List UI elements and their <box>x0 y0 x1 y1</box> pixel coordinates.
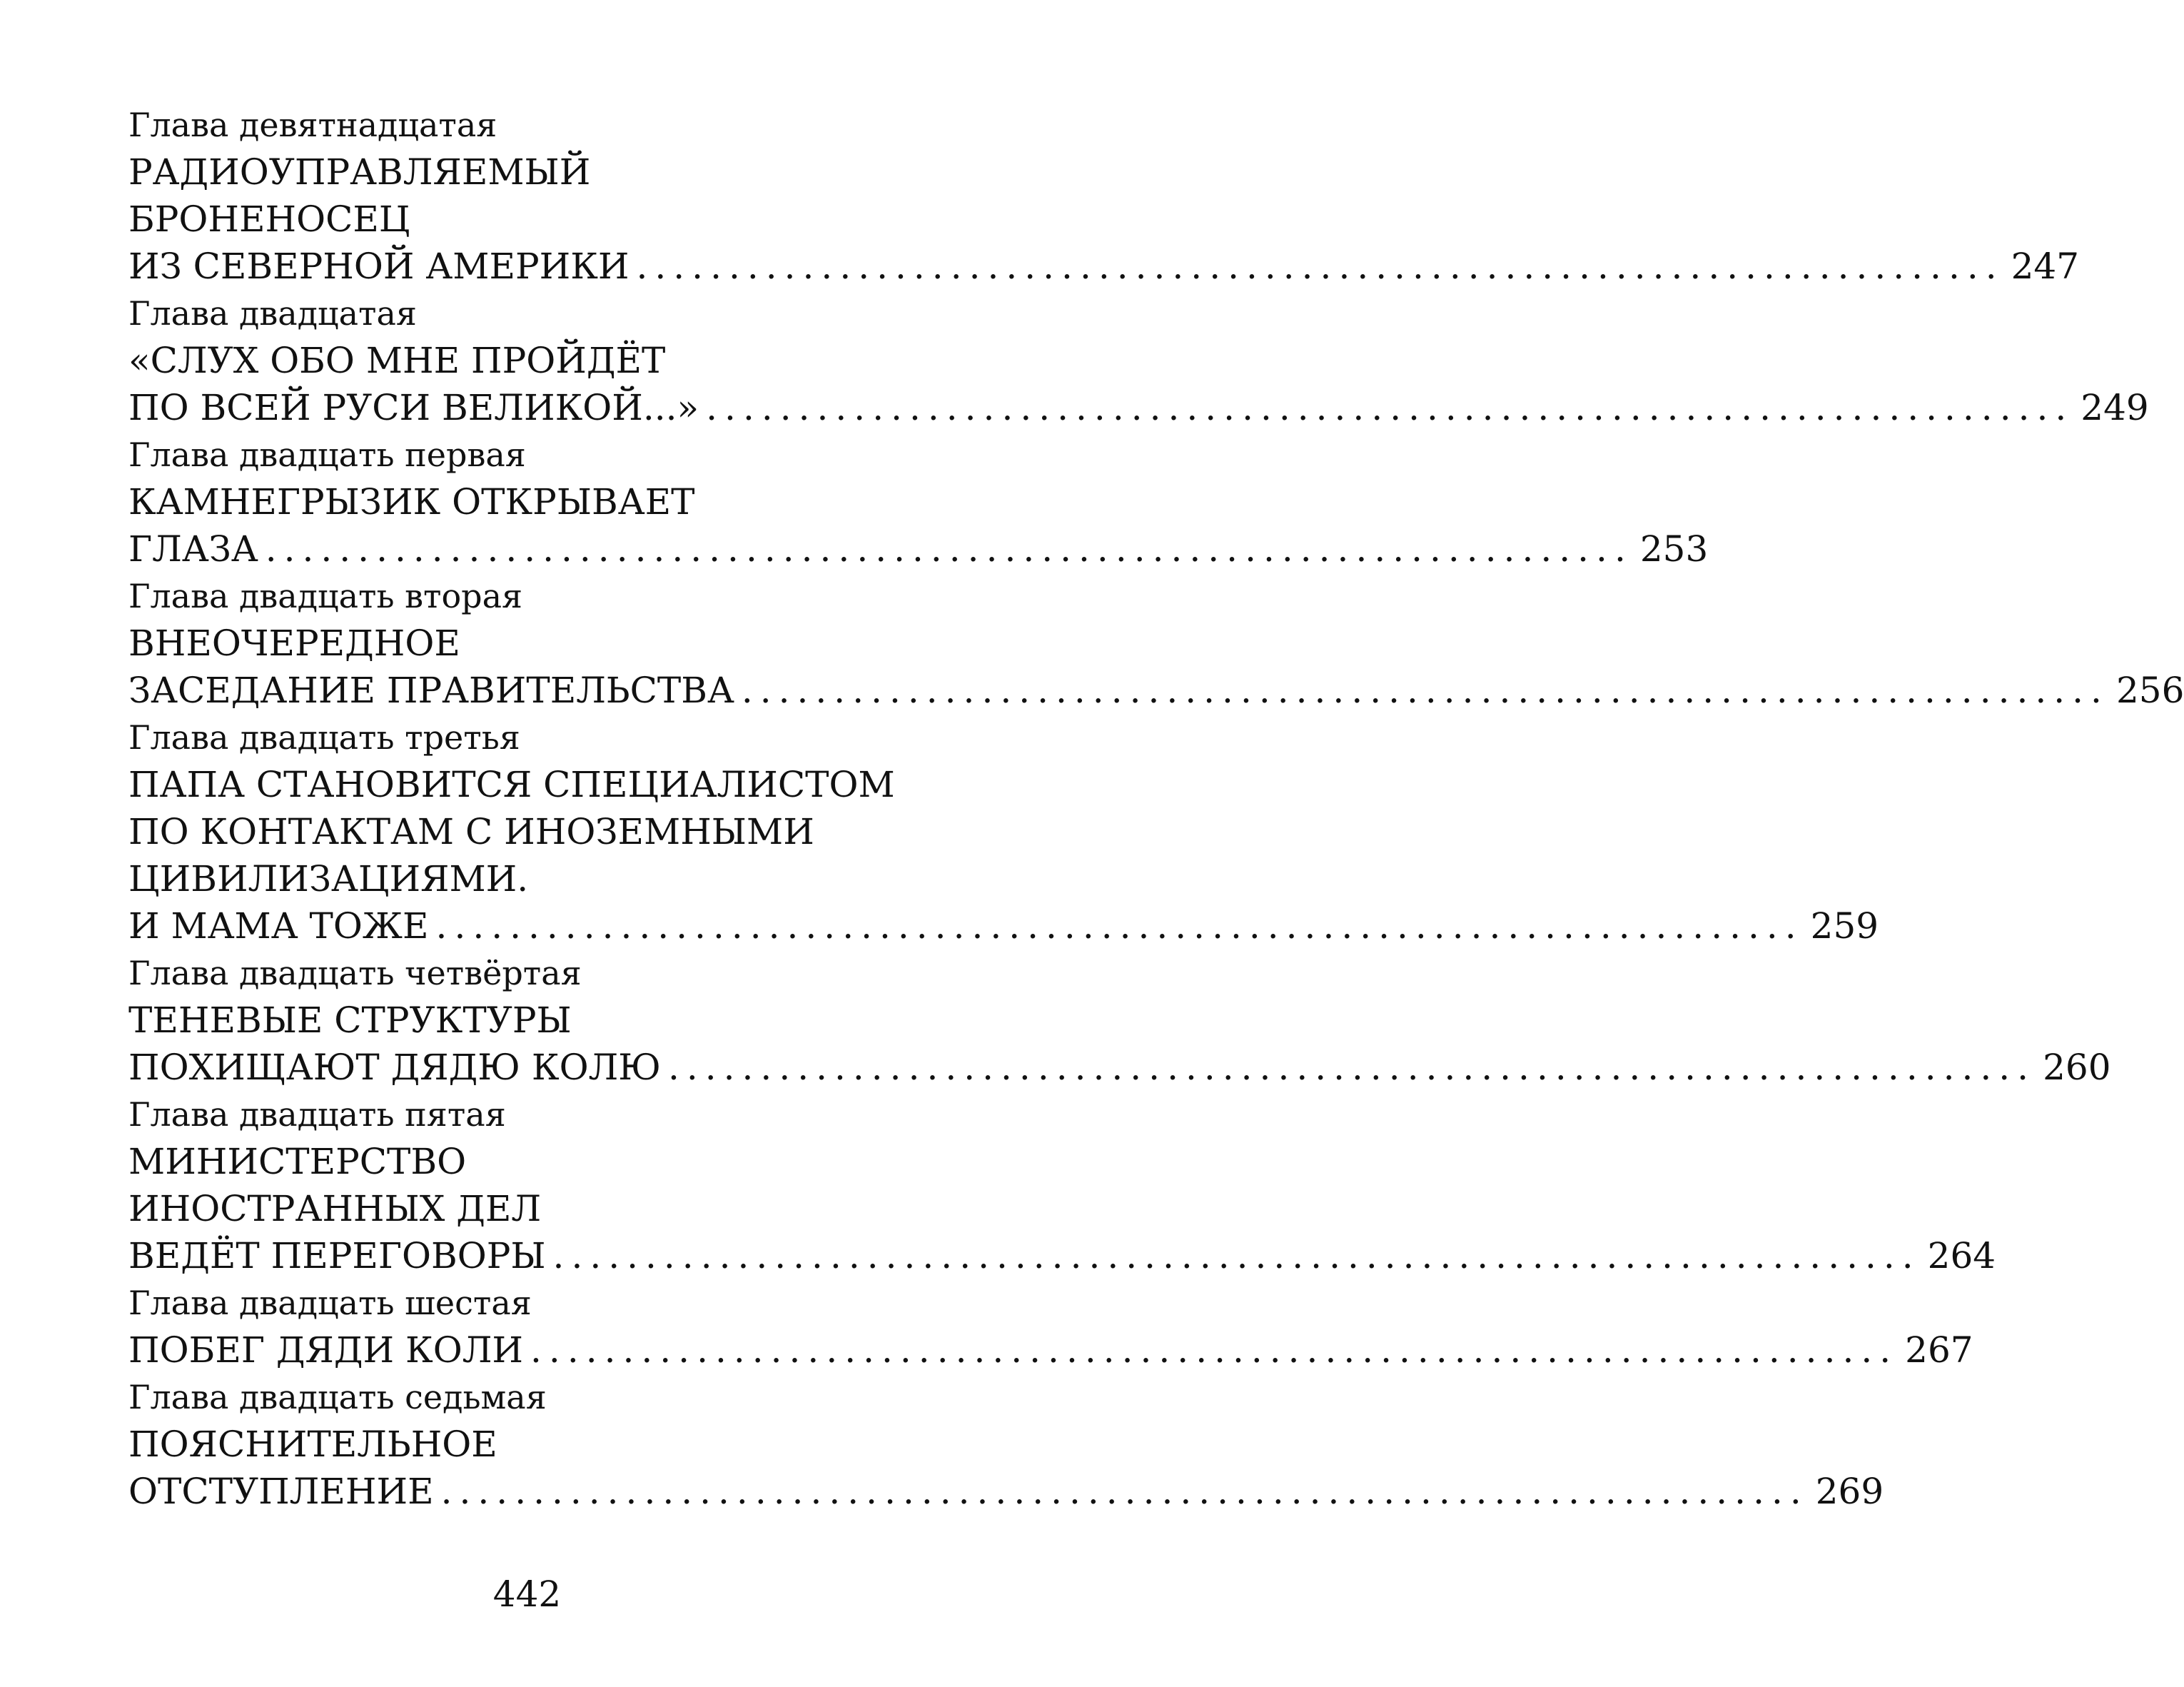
chapter-label: Глава двадцать седьмая <box>128 1378 547 1416</box>
toc-entry <box>128 1374 1884 1515</box>
toc-entry <box>128 290 2149 431</box>
chapter-label: Глава двадцать четвёртая <box>128 954 582 992</box>
chapter-title-line: ВЕДЁТ ПЕРЕГОВОРЫ <box>128 1235 546 1276</box>
chapter-title-line: ПОЯСНИТЕЛЬНОЕ <box>128 1424 497 1465</box>
chapter-title-line: ГЛАЗА <box>128 528 258 570</box>
chapter-title-line: МИНИСТЕРСТВО <box>128 1141 467 1182</box>
chapter-title-line: ПО КОНТАКТАМ С ИНОЗЕМНЫМИ <box>128 811 814 852</box>
chapter-title-line: ПОХИЩАЮТ ДЯДЮ КОЛЮ <box>128 1047 661 1088</box>
dot-leader: .......................................................................... <box>440 1471 1809 1512</box>
chapter-title-line: ПО ВСЕЙ РУСИ ВЕЛИКОЙ...» <box>128 387 699 428</box>
chapter-title-line: ИЗ СЕВЕРНОЙ АМЕРИКИ <box>128 246 630 287</box>
chapter-title-line: ТЕНЕВЫЕ СТРУКТУРЫ <box>128 999 572 1041</box>
chapter-title-line: ПАПА СТАНОВИТСЯ СПЕЦИАЛИСТОМ <box>128 764 895 805</box>
chapter-title-line: ЦИВИЛИЗАЦИЯМИ. <box>128 858 529 900</box>
toc-entry <box>128 431 1709 573</box>
chapter-title-line: КАМНЕГРЫЗИК ОТКРЫВАЕТ <box>128 481 695 523</box>
chapter-title-line: ОТСТУПЛЕНИЕ <box>128 1471 434 1512</box>
toc-entry <box>128 101 2080 290</box>
chapter-title-final-line <box>128 902 1879 950</box>
chapter-title-line: ВНЕОЧЕРЕДНОЕ <box>128 623 460 664</box>
chapter-title-final-line <box>128 384 2149 431</box>
toc-entry <box>128 1091 1996 1279</box>
toc-page-number: 269 <box>1815 1471 1884 1512</box>
toc-page-number: 260 <box>2043 1047 2111 1088</box>
chapter-label: Глава девятнадцатая <box>128 106 497 144</box>
dot-leader: .......................................................................... <box>706 387 2074 428</box>
chapter-title-final-line <box>128 525 1709 573</box>
page-number: 442 <box>492 1573 562 1615</box>
dot-leader: .......................................................................... <box>435 905 1804 947</box>
chapter-title-final-line <box>128 667 2184 714</box>
toc-entry <box>128 1279 1973 1374</box>
chapter-title-final-line <box>128 1044 2111 1091</box>
chapter-label: Глава двадцатая <box>128 294 417 333</box>
chapter-title-line: ПОБЕГ ДЯДИ КОЛИ <box>128 1329 524 1371</box>
toc-entry <box>128 950 2111 1091</box>
dot-leader: .......................................................................... <box>265 528 1633 570</box>
toc-entry <box>128 714 1879 950</box>
chapter-label: Глава двадцать вторая <box>128 577 523 615</box>
chapter-title-line: БРОНЕНОСЕЦ <box>128 198 410 240</box>
toc-page-number: 247 <box>2011 246 2080 287</box>
dot-leader: .......................................................................... <box>530 1329 1899 1371</box>
chapter-label: Глава двадцать шестая <box>128 1284 532 1322</box>
toc-page-number: 259 <box>1810 905 1879 947</box>
chapter-label: Глава двадцать пятая <box>128 1095 506 1134</box>
dot-leader: .......................................................................... <box>741 670 2109 711</box>
dot-leader: .......................................................................... <box>667 1047 2036 1088</box>
chapter-title-line: ЗАСЕДАНИЕ ПРАВИТЕЛЬСТВА <box>128 670 734 711</box>
toc-page-number: 249 <box>2081 387 2149 428</box>
chapter-title-final-line <box>128 1468 1884 1515</box>
chapter-title-final-line <box>128 243 2080 290</box>
toc-page-number: 256 <box>2115 670 2184 711</box>
chapter-label: Глава двадцать первая <box>128 435 526 474</box>
table-of-contents <box>128 101 2184 1515</box>
chapter-title-line: И МАМА ТОЖЕ <box>128 905 429 947</box>
chapter-title-final-line <box>128 1326 1973 1374</box>
chapter-title-final-line <box>128 1232 1996 1279</box>
chapter-title-line: ИНОСТРАННЫХ ДЕЛ <box>128 1188 542 1229</box>
chapter-label: Глава двадцать третья <box>128 718 520 757</box>
toc-entry <box>128 573 2184 714</box>
toc-page-number: 264 <box>1927 1235 1996 1276</box>
toc-page-number: 267 <box>1905 1329 1973 1371</box>
chapter-title-line: «СЛУХ ОБО МНЕ ПРОЙДЁТ <box>128 340 666 381</box>
dot-leader: .......................................................................... <box>636 246 2004 287</box>
toc-page-number: 253 <box>1639 528 1709 570</box>
dot-leader: .......................................................................... <box>552 1235 1921 1276</box>
chapter-title-line: РАДИОУПРАВЛЯЕМЫЙ <box>128 151 591 193</box>
